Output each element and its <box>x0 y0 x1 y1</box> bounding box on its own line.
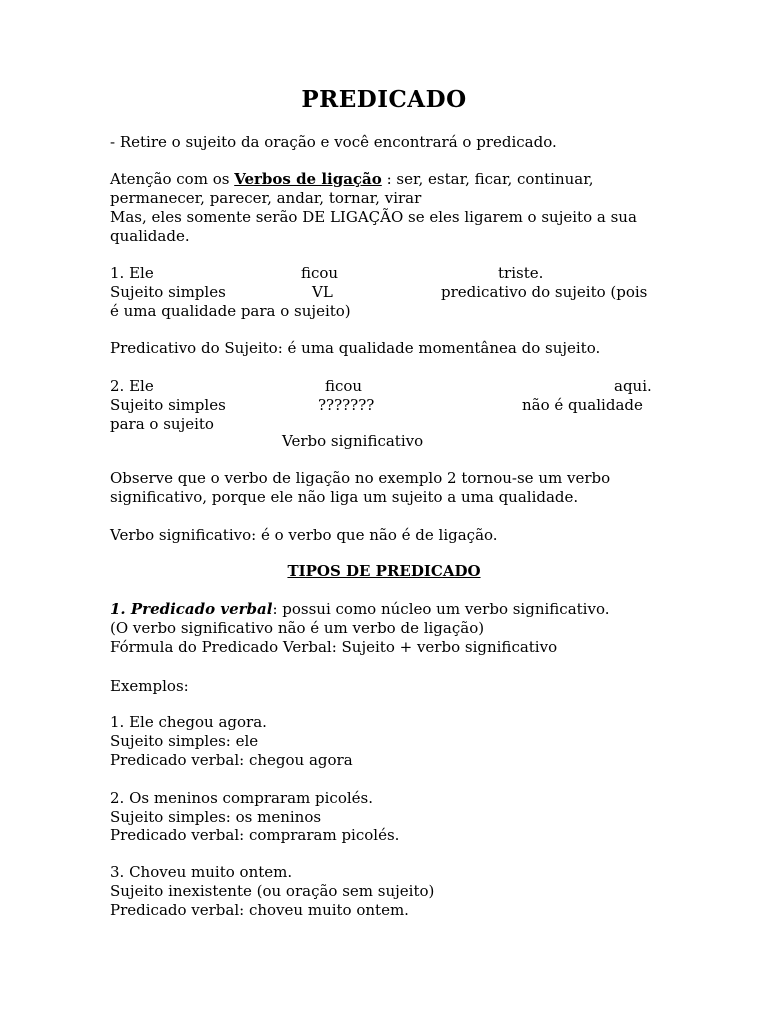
ex1-subject-desc: Sujeito simples <box>110 283 226 301</box>
example-3-sentence: 3. Choveu muito ontem. <box>110 863 293 881</box>
example-3-subject: Sujeito inexistente (ou oração sem sujeito) <box>110 882 435 900</box>
example-1-sentence: 1. Ele chegou agora. <box>110 713 267 731</box>
intro-text: - Retire o sujeito da oração e você encontrará o predicado. <box>110 133 557 151</box>
pv-label: 1. Predicado verbal <box>110 600 273 618</box>
example-2-predicate: Predicado verbal: compraram picolés. <box>110 826 400 844</box>
tipos-heading: TIPOS DE PREDICADO <box>287 562 481 580</box>
ex1-verb-desc: VL <box>312 283 333 301</box>
ex1-predicative-desc-cont: é uma qualidade para o sujeito) <box>110 302 351 320</box>
atencao-line-1 <box>110 170 594 189</box>
page-title: PREDICADO <box>301 86 467 113</box>
observe-line-2: significativo, porque ele não liga um sujeito a uma qualidade. <box>110 488 579 506</box>
example-1-predicate: Predicado verbal: chegou agora <box>110 751 353 769</box>
atencao-line-2: permanecer, parecer, andar, tornar, virar <box>110 189 422 207</box>
ex2-complement-desc-cont: para o sujeito <box>110 415 214 433</box>
ex1-predicative: triste. <box>498 264 544 282</box>
atencao-line-3: Mas, eles somente serão DE LIGAÇÃO se eles ligarem o sujeito a sua <box>110 208 637 226</box>
ex2-complement-desc: não é qualidade <box>522 396 643 414</box>
ex2-subject-desc: Sujeito simples <box>110 396 226 414</box>
exemplos-label: Exemplos: <box>110 677 189 695</box>
ex2-complement: aqui. <box>614 377 652 395</box>
ex2-verb: ficou <box>325 377 363 395</box>
pv-line-3: Fórmula do Predicado Verbal: Sujeito + verbo significativo <box>110 638 558 656</box>
ex2-subject: 2. Ele <box>110 377 154 395</box>
ex1-verb: ficou <box>301 264 339 282</box>
predicativo-definition: Predicativo do Sujeito: é uma qualidade momentânea do sujeito. <box>110 339 601 357</box>
atencao-line-4: qualidade. <box>110 227 190 245</box>
atencao-prefix: Atenção com os <box>110 170 235 188</box>
ex1-subject: 1. Ele <box>110 264 154 282</box>
example-3-predicate: Predicado verbal: choveu muito ontem. <box>110 901 409 919</box>
verbos-de-ligacao-term: Verbos de ligação <box>234 170 382 188</box>
pv-line-2: (O verbo significativo não é um verbo de ligação) <box>110 619 485 637</box>
ex2-verbo-significativo: Verbo significativo <box>282 432 424 450</box>
ex1-predicative-desc: predicativo do sujeito (pois <box>441 283 648 301</box>
pv-line-1 <box>110 600 609 619</box>
atencao-rest: : ser, estar, ficar, continuar, <box>381 170 594 188</box>
pv-rest: : possui como núcleo um verbo significativo. <box>272 600 610 618</box>
verbo-significativo-definition: Verbo significativo: é o verbo que não é de ligação. <box>110 526 498 544</box>
example-2-sentence: 2. Os meninos compraram picolés. <box>110 789 374 807</box>
observe-line-1: Observe que o verbo de ligação no exemplo 2 tornou-se um verbo <box>110 469 611 487</box>
example-1-subject: Sujeito simples: ele <box>110 732 259 750</box>
ex2-verb-desc: ??????? <box>318 396 375 414</box>
example-2-subject: Sujeito simples: os meninos <box>110 808 322 826</box>
